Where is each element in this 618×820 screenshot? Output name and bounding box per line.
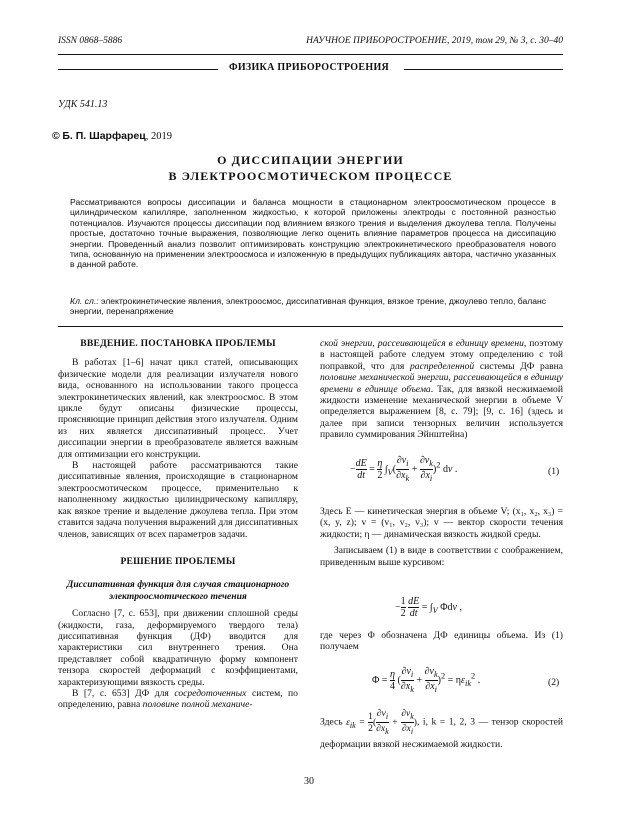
- text-run: , i, k = 1, 2, 3 — тензор скоростей деформации вязкой несжимаемой жидкости.: [320, 716, 563, 750]
- text-run-italic: сосредоточенных: [174, 687, 247, 699]
- equation-dissipation: − $\frac{1}{2}$ $\frac{dE}{dt}$ = $\int_V$ Φdv ,: [395, 596, 462, 619]
- banner-rule-right: [404, 69, 563, 70]
- author-line: [52, 130, 172, 142]
- author-name: Б. П. Шарфарец: [62, 130, 146, 142]
- right-paragraph-1: [320, 338, 563, 441]
- right-paragraph-5: Здесь $\varepsilon_{ik}$ = $\frac{1}{2}$ ( $\frac{\partial v_i}{\partial x_k}$ + $\frac{\partial v_k}{\partial x_i}$ ), i, k = 1, 2, 3 — тензор скоростей деформации вязкой несжимаемой жидкости.: [320, 708, 563, 750]
- text-run-italic: ской энергии, рассеивающейся в единицу времени: [320, 338, 524, 349]
- text-run: Здесь: [320, 716, 347, 728]
- equation-1: − $\frac{dE}{dt}$ = $\frac{\eta}{2}$ $\int_V$( $\frac{\partial v_i}{\partial x_k}$ + $\frac{\partial v_k}{\partial x_i}$ )$^2$ dv .: [350, 455, 458, 483]
- right-paragraph-4: где через Φ обозначена ДФ единицы объема. Из (1) получаем: [320, 630, 563, 653]
- text-run: систем, по определению, равна: [58, 687, 298, 711]
- intro-paragraph-1: В работах [1–6] начат цикл статей, описывающих физические модели для реализации излучателя нового вида, основанного на использовании такого процесса электрокинетических явлений, как электроосмос. В этом цикле будут описаны физические процессы, проясняющие принцип действия этого излучателя. Одним из них является диссипативный процесс. Учет диссипации энергии в преобразователе является важным для оптимизации его конструкции.: [58, 357, 298, 460]
- copyright-symbol: ©: [52, 130, 60, 142]
- keywords-text: электрокинетические явления, электроосмос, диссипативная функция, вязкое трение, джоулево тепло, баланс энергии, перенапряжение: [70, 296, 547, 317]
- issn: ISSN 0868–5886: [58, 36, 123, 46]
- text-run: , поэтому в настоящей работе следуем этому определению с той поправкой, что для: [320, 338, 563, 372]
- text-run-italic: половине механической энергии, рассеивающейся в единицу времени в единице объема: [320, 372, 563, 395]
- abstract-rule: [58, 326, 563, 327]
- header-rule: [58, 54, 563, 55]
- right-paragraph-3: Записываем (1) в виде в соответствии с соображением, приведенным выше курсивом:: [320, 545, 563, 568]
- text-run: В [7, с. 653] ДФ для: [72, 687, 175, 699]
- intro-paragraph-2: В настоящей работе рассматриваются такие диссипативные явления, происходящие в стационарном электроосмотическом процессе, применительно к наполненному жидкостью цилиндрическому капилляру, как вязкое трение и выделение джоулева тепла. При этом ставится задача получения выражений для диссипативных членов, зависящих от всех параметров задачи.: [58, 460, 298, 540]
- text-run-italic: распределенной: [409, 360, 475, 372]
- article-title: [58, 152, 563, 184]
- abstract: Рассматриваются вопросы диссипации и баланса мощности в стационарном электроосмотическом процессе в цилиндрическом капилляре, заполненном жидкостью, к которой приложены электроды с постоянной разностью потенциалов. Изучаются процессы диссипации под влиянием вязкого трения и выделения джоулева тепла. Получены простые, достаточно точные выражения, позволяющие легко оценить влияние параметров процесса на диссипацию энергии. Проведенный анализ позволит оптимизировать конструкцию электрокинетического преобразователя нового типа, основанную на применении электроосмоса и изложенную в предыдущих публикациях автора, частично указанных в данной работе.: [70, 197, 556, 270]
- equation-2: Φ = $\frac{\eta}{4}$ ( $\frac{\partial v_i}{\partial x_k}$ + $\frac{\partial v_k}{\partial x_i}$ )$^2 = \eta\varepsilon_{ik}^2$ .: [372, 666, 481, 694]
- keywords: [70, 296, 556, 317]
- journal-reference: НАУЧНОЕ ПРИБОРОСТРОЕНИЕ, 2019, том 29, № 3, с. 30–40: [306, 36, 563, 46]
- right-column-cont-2: [320, 630, 563, 653]
- right-column: [320, 338, 563, 441]
- text-run-italic: половине полной механиче-: [142, 699, 253, 711]
- copyright-year: , 2019: [145, 131, 172, 142]
- text-run: . Так, для вязкой несжимаемой жидкости изменение механической энергии в объеме V определяется выражением [8, с. 79]; [9, с. 16] (здесь и далее при записи тензорных величин используется правило суммирования Эйнштейна): [320, 383, 563, 441]
- right-column-cont: [320, 506, 563, 568]
- section-heading-solution: РЕШЕНИЕ ПРОБЛЕМЫ: [120, 555, 236, 567]
- left-column: [58, 338, 298, 711]
- title-line-2: В ЭЛЕКТРООСМОТИЧЕСКОМ ПРОЦЕССЕ: [168, 169, 453, 183]
- solution-paragraph-1: Согласно [7, с. 653], при движении сплошной среды (жидкости, газа, деформируемого твердого тела) диссипативная функция (ДФ) вводится для характеристики сил внутреннего трения. Она представляет собой квадратичную форму компонент тензора скоростей деформаций с коэффициентами, характеризующими вязкость среды.: [58, 608, 298, 688]
- equation-1-number: (1): [548, 466, 560, 477]
- equation-2-number: (2): [548, 677, 560, 688]
- solution-paragraph-2: [58, 688, 298, 711]
- title-line-1: О ДИССИПАЦИИ ЭНЕРГИИ: [217, 153, 404, 167]
- right-paragraph-2: Здесь E — кинетическая энергия в объеме V; (x₁, x₂, x₃) = (x, y, z); v = (v₁, v₂, v₃); v — вектор скорости течения жидкости; η — динамическая вязкость жидкой среды.: [320, 506, 563, 540]
- section-heading-intro: ВВЕДЕНИЕ. ПОСТАНОВКА ПРОБЛЕМЫ: [80, 338, 276, 349]
- udk-code: УДК 541.13: [58, 99, 108, 110]
- subsection-heading: Диссипативная функция для случая стационарного электроосмотического течения: [66, 579, 290, 602]
- section-banner: ФИЗИКА ПРИБОРОСТРОЕНИЯ: [228, 62, 390, 73]
- page-number: 30: [304, 776, 314, 787]
- keywords-label: Кл. сл.:: [70, 296, 99, 306]
- text-run: системы ДФ равна: [474, 360, 564, 372]
